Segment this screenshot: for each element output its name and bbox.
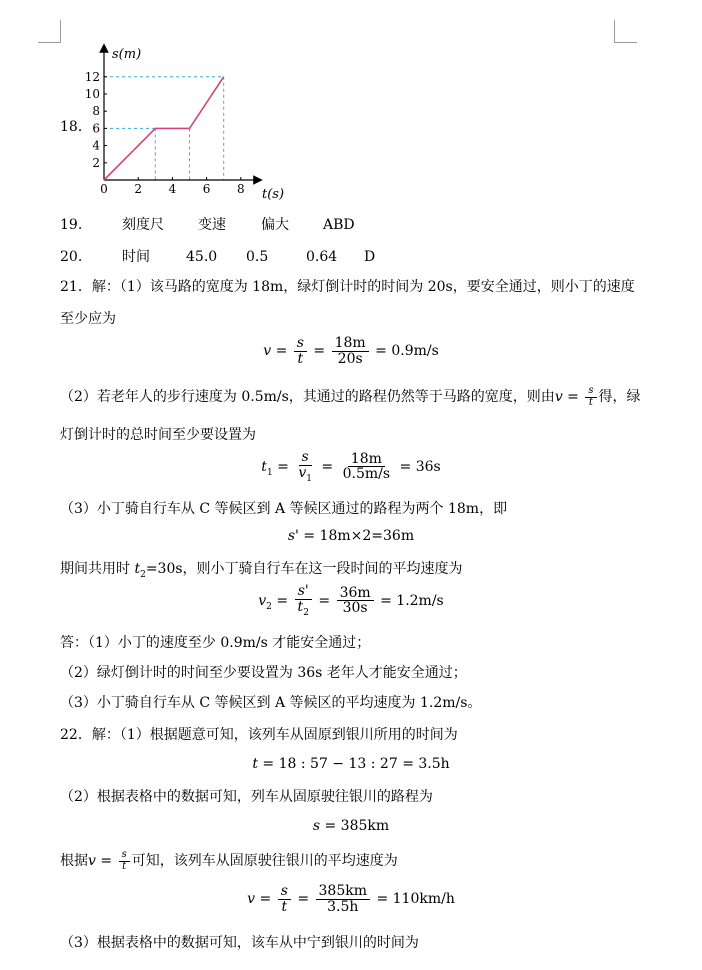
data-line [104, 77, 224, 180]
answer-item: 45.0 [186, 249, 218, 265]
answer-line: （3）小丁骑自行车从 C 等候区到 A 等候区的平均速度为 1.2m/s。 [60, 695, 482, 711]
answer-item: D [364, 249, 376, 265]
answer-row-20 [60, 246, 375, 266]
y-tick-label: 6 [92, 121, 100, 136]
question-number: 18． [60, 119, 92, 135]
equation: $v_2$ = $\frac{s'}{t_2}$ = $\frac{36m}{30s}$ = 1.2m/s [258, 583, 444, 618]
paragraph: （3）小丁骑自行车从 C 等候区到 A 等候区通过的路程为两个 18m，即 [60, 501, 508, 517]
answer-item: 偏大 [261, 217, 289, 233]
answer-item: 变速 [198, 217, 226, 233]
answer-item: ABD [323, 217, 355, 233]
answer-item: 0.5 [246, 249, 269, 265]
y-tick-label: 2 [92, 155, 100, 170]
question-number: 19. [60, 217, 83, 233]
paragraph: （2）根据表格中的数据可知，列车从固原驶往银川的路程为 [60, 789, 433, 805]
equation: v = $\frac{s}{t}$ = $\frac{18m}{20s}$ = 0.9m/s [263, 335, 439, 367]
paragraph: 灯倒计时的总时间至少要设置为 [60, 427, 256, 443]
answer-row-19 [60, 214, 355, 234]
x-tick-label: 2 [134, 182, 143, 196]
x-tick-label: 8 [236, 182, 245, 196]
paragraph: （2）若老年人的步行速度为 0.5m/s，其通过的路程仍然等于马路的宽度，则由v = $\frac{s}{t}$ 得，绿 [60, 385, 641, 408]
y-tick-label: 8 [92, 104, 100, 119]
answer-item: 时间 [122, 249, 150, 265]
equation: v = $\frac{s}{t}$ = $\frac{385km}{3.5h}$ = 110km/h [247, 883, 455, 915]
page-corner-mark [614, 20, 637, 43]
answer-line: （2）绿灯倒计时的时间至少要设置为 36s 老年人才能安全通过； [60, 665, 467, 681]
y-tick-label: 4 [92, 138, 100, 153]
paragraph: 期间共用时 $t_2=30s$，则小丁骑自行车在这一段时间的平均速度为 [60, 561, 463, 580]
answer-line: 答：（1）小丁的速度至少 0.9m/s 才能安全通过； [60, 635, 371, 651]
paragraph: 22．解：（1）根据题意可知，该列车从固原到银川所用的时间为 [60, 727, 458, 743]
y-tick-label: 10 [84, 87, 100, 101]
answer-item: 0.64 [306, 249, 338, 265]
s-t-graph [80, 38, 300, 206]
answer-item: 刻度尺 [122, 217, 164, 233]
x-axis-label: t(s) [262, 187, 285, 202]
equation: s' = 18m×2=36m [287, 528, 415, 544]
equation: $t_1$ = $\frac{s}{v_1}$ = $\frac{18m}{0.5m/s}$ = 36s [261, 449, 441, 484]
question-number: 20. [60, 249, 83, 265]
paragraph: 至少应为 [60, 311, 116, 327]
equation: s = 385km [312, 818, 390, 834]
page-corner-mark [38, 20, 61, 43]
y-tick-label: 12 [84, 69, 100, 84]
x-tick-label: 6 [202, 182, 211, 196]
paragraph: （3）根据表格中的数据可知，该车从中宁到银川的时间为 [60, 935, 419, 951]
x-tick-label: 0 [100, 182, 108, 196]
paragraph: 根据v = $\frac{s}{t}$ 可知，该列车从固原驶往银川的平均速度为 [60, 849, 398, 872]
paragraph: 21．解：（1）该马路的宽度为 18m，绿灯倒计时的时间为 20s，要安全通过，则小丁的速度 [60, 279, 635, 295]
y-axis-label: s(m) [112, 47, 142, 62]
equation: t = 18 : 57 − 13 : 27 = 3.5h [252, 756, 450, 772]
x-tick-label: 4 [168, 182, 177, 196]
